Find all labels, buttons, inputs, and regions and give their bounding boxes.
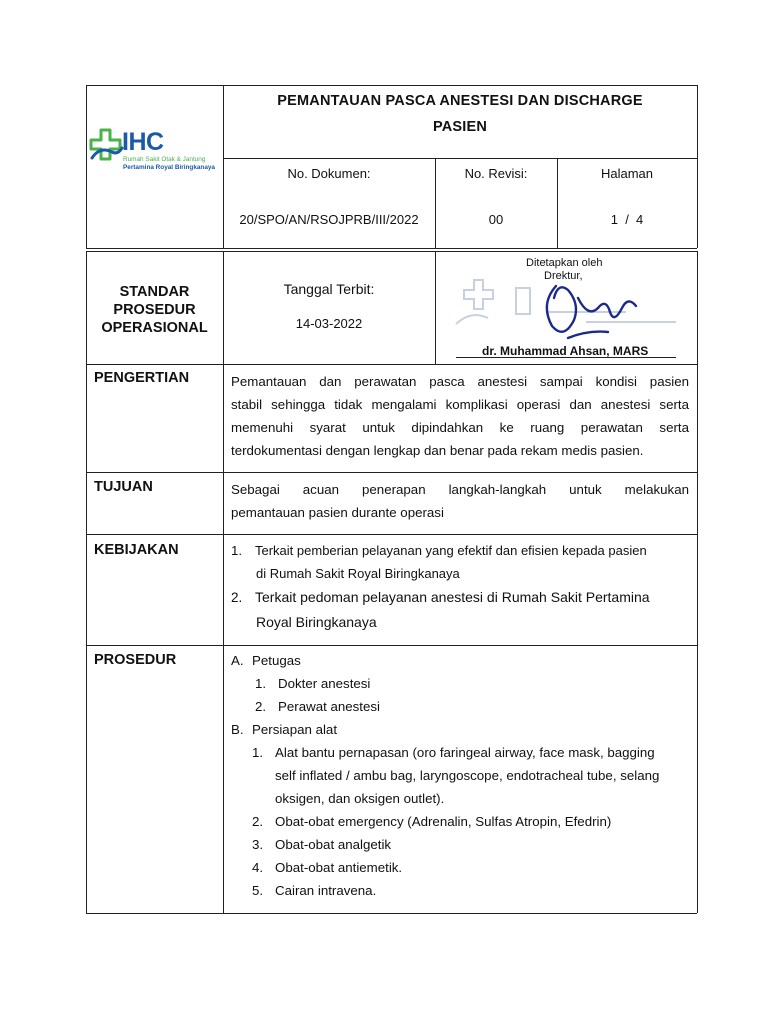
pengertian-line: Pemantauan dan perawatan pasca anestesi sampai kondisi pasien <box>231 374 689 389</box>
kebijakan-item-text: Terkait pemberian pelayanan yang efektif dan efisien kepada pasien <box>255 543 647 558</box>
tujuan-line: pemantauan pasien durante operasi <box>231 505 444 520</box>
list-number: 4. <box>252 860 264 875</box>
tujuan-line: Sebagai acuan penerapan langkah-langkah untuk melakukan <box>231 482 689 497</box>
list-letter: A. <box>231 653 244 668</box>
tujuan-label: TUJUAN <box>94 479 153 495</box>
halaman-value: 1 / 4 <box>610 212 644 227</box>
tujuan-text <box>231 478 689 524</box>
list-number: 2. <box>231 590 243 605</box>
title-line2: PASIEN <box>432 119 488 135</box>
list-number: 2. <box>255 699 267 714</box>
pengertian-text <box>231 370 689 462</box>
logo-brand: IHC <box>122 128 164 156</box>
hospital-logo <box>88 128 222 176</box>
signer-name: dr. Muhammad Ahsan, MARS <box>482 344 649 358</box>
prosedur-a-item-text: Dokter anestesi <box>278 676 371 691</box>
ihc-cross-icon <box>88 128 124 170</box>
prosedur-b-item-text: Obat-obat analgetik <box>275 837 392 852</box>
logo-line1: Rumah Sakit Otak & Jantung <box>123 156 206 163</box>
prosedur-b-item-text-cont: self inflated / ambu bag, laryngoscope, endotracheal tube, selang <box>275 768 660 783</box>
prosedur-b-item-text: Cairan intravena. <box>275 883 377 898</box>
logo-line2: Pertamina Royal Biringkanaya <box>123 164 215 171</box>
kebijakan-item-text: Terkait pedoman pelayanan anestesi di Rumah Sakit Pertamina <box>255 589 650 605</box>
pengertian-label: PENGERTIAN <box>94 370 190 386</box>
signature-line <box>456 357 676 358</box>
no-revisi-label: No. Revisi: <box>464 166 528 181</box>
prosedur-a-item-text: Perawat anestesi <box>278 699 380 714</box>
list-number: 1. <box>252 745 264 760</box>
pengertian-line: memenuhi syarat untuk dipindahkan ke ruang perawatan serta <box>231 420 689 435</box>
prosedur-b-title: Persiapan alat <box>252 722 338 737</box>
no-dokumen-value: 20/SPO/AN/RSOJPRB/III/2022 <box>239 212 419 227</box>
pengertian-line: stabil sehingga tidak mengalami komplikasi operasi dan anestesi serta <box>231 397 689 412</box>
prosedur-b-heading <box>231 718 337 741</box>
prosedur-label: PROSEDUR <box>94 652 177 668</box>
title-line1: PEMANTAUAN PASCA ANESTESI DAN DISCHARGE <box>277 93 643 109</box>
tanggal-terbit-label: Tanggal Terbit: <box>283 281 375 297</box>
spo-label-line2: PROSEDUR <box>113 302 196 318</box>
list-number: 2. <box>252 814 264 829</box>
ditetapkan-line1: Ditetapkan oleh <box>526 257 603 269</box>
kebijakan-item-text-cont: di Rumah Sakit Royal Biringkanaya <box>256 566 460 581</box>
ditetapkan-line2: Drektur, <box>544 270 583 282</box>
prosedur-b-item-text: Alat bantu pernapasan (oro faringeal airway, face mask, bagging <box>275 745 655 760</box>
prosedur-b-item-text: Obat-obat antiemetik. <box>275 860 403 875</box>
kebijakan-label: KEBIJAKAN <box>94 542 179 558</box>
kebijakan-item-text-cont: Royal Biringkanaya <box>256 614 377 630</box>
prosedur-a-item-2 <box>255 695 380 718</box>
prosedur-a-heading <box>231 649 301 672</box>
tanggal-terbit-value: 14-03-2022 <box>295 316 363 331</box>
spo-label-line3: OPERASIONAL <box>101 320 208 336</box>
list-number: 1. <box>255 676 267 691</box>
halaman-label: Halaman <box>600 166 654 181</box>
pengertian-line: terdokumentasi dengan lengkap dan benar pada rekam medis pasien. <box>231 443 644 458</box>
prosedur-b-item-text: Obat-obat emergency (Adrenalin, Sulfas Atropin, Efedrin) <box>275 814 612 829</box>
list-number: 1. <box>231 543 243 558</box>
list-number: 3. <box>252 837 264 852</box>
prosedur-b-item-4 <box>252 856 402 879</box>
prosedur-b-item-1 <box>252 741 690 810</box>
list-number: 5. <box>252 883 264 898</box>
prosedur-b-item-3 <box>252 833 391 856</box>
signature-mark <box>528 268 648 348</box>
prosedur-b-item-5 <box>252 879 376 902</box>
prosedur-b-item-2 <box>252 810 611 833</box>
prosedur-b-item-text-cont: oksigen, dan oksigen outlet). <box>275 791 445 806</box>
prosedur-a-title: Petugas <box>252 653 301 668</box>
approval-block <box>436 252 696 363</box>
prosedur-a-item-1 <box>255 672 370 695</box>
no-revisi-value: 00 <box>488 212 504 227</box>
kebijakan-item-1 <box>231 539 691 585</box>
no-dokumen-label: No. Dokumen: <box>287 166 371 181</box>
spo-label <box>86 283 223 337</box>
document-title <box>223 88 697 140</box>
list-letter: B. <box>231 722 244 737</box>
spo-label-line1: STANDAR <box>119 284 190 300</box>
kebijakan-item-2 <box>231 585 691 635</box>
